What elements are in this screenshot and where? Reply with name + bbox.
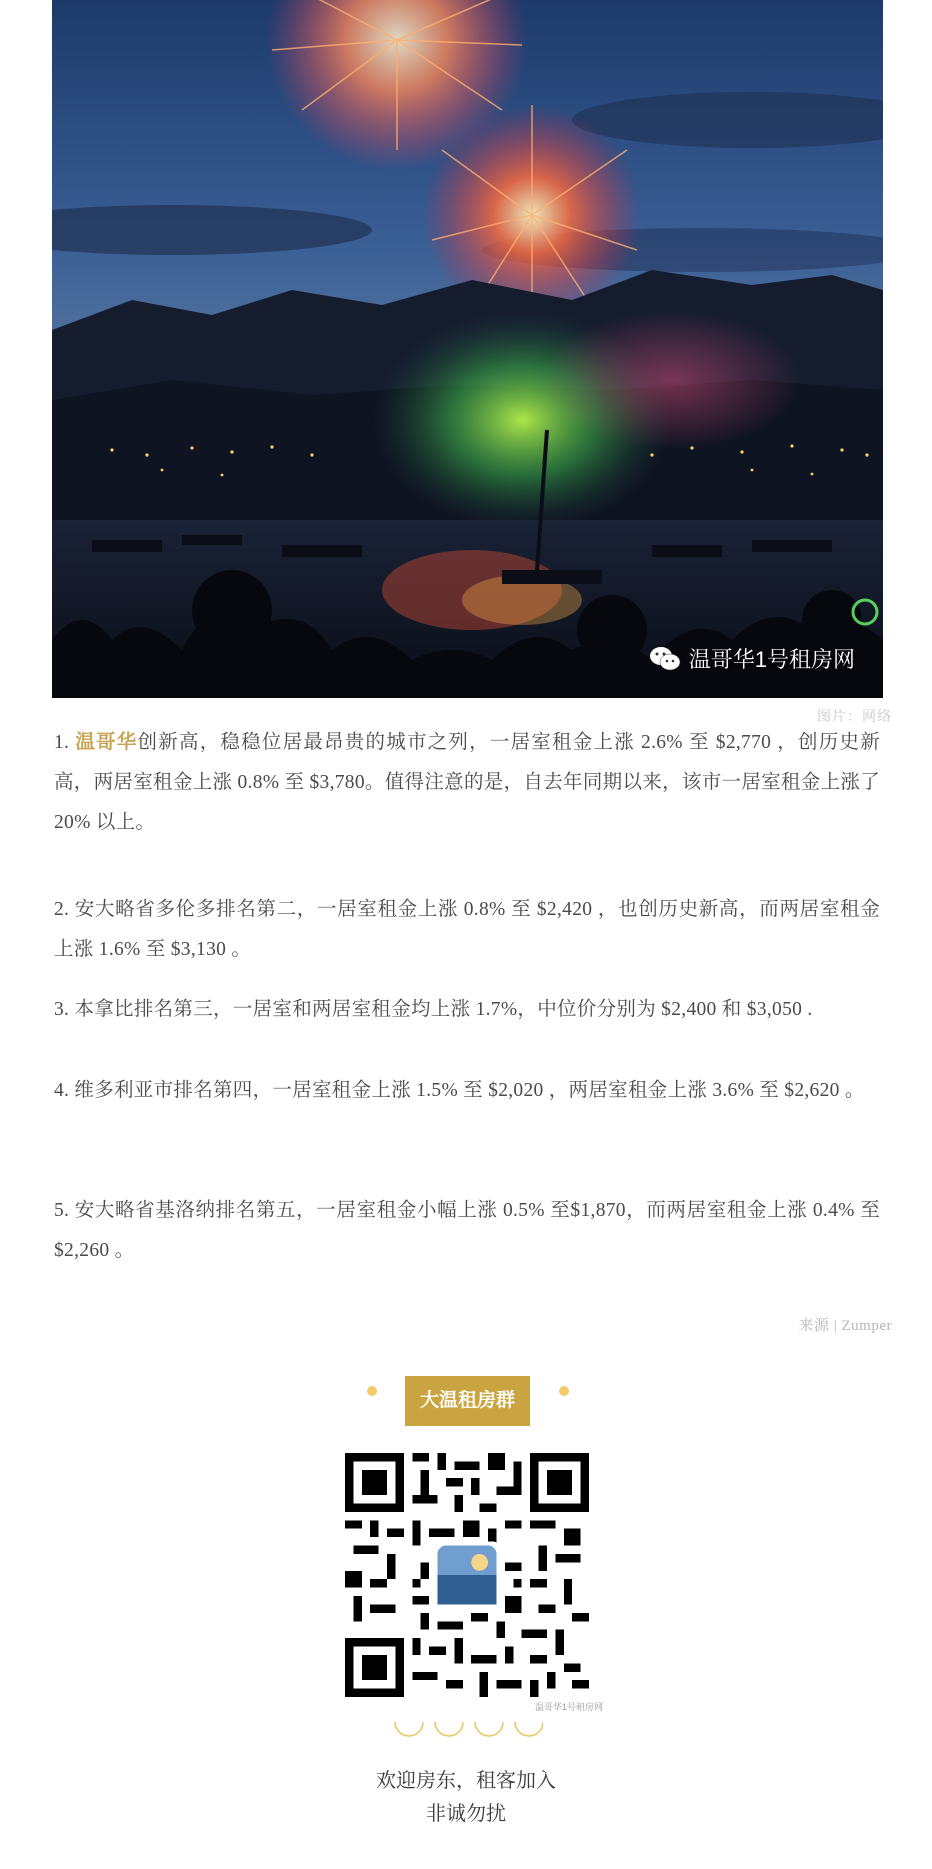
qr-caption: 温哥华1号租房网 xyxy=(535,1702,604,1712)
fireworks-photo xyxy=(52,0,883,698)
highlight-vancouver: 温哥华 xyxy=(75,731,138,753)
paragraph-1-text: 创新高，稳稳位居最昂贵的城市之列，一居室租金上涨 2.6% 至 $2,770 ，创历史新高，两居室租金上涨 0.8% 至 $3,780。值得注意的是，自去年同期以来，该市一居室租金上涨了 20% 以上。 xyxy=(54,732,880,833)
decor-dot-left xyxy=(367,1386,377,1396)
image-caption: 图片：网络 xyxy=(817,708,892,724)
no-spam-text: 非诚勿扰 xyxy=(426,1803,506,1825)
source-credit: 来源 | Zumper xyxy=(798,1318,892,1334)
paragraph-2: 2. 安大略省多伦多排名第二，一居室租金上涨 0.8% 至 $2,420 ，也创历史新高，而两居室租金上涨 1.6% 至 $3,130 。 xyxy=(54,899,880,960)
fireworks-illustration xyxy=(52,0,883,698)
welcome-text: 欢迎房东，租客加入 xyxy=(376,1770,556,1792)
group-badge: 大温租房群 xyxy=(405,1376,530,1426)
decor-circles xyxy=(393,1720,543,1744)
paragraph-3: 3. 本拿比排名第三，一居室和两居室租金均上涨 1.7%，中位价分别为 $2,400 和 $3,050 . xyxy=(54,999,813,1020)
photo-watermark xyxy=(649,643,855,674)
wechat-icon xyxy=(649,646,681,672)
paragraph-4: 4. 维多利亚市排名第四，一居室租金上涨 1.5% 至 $2,020 ，两居室租金上涨 3.6% 至 $2,620 。 xyxy=(54,1080,865,1101)
watermark-text: 温哥华1号租房网 xyxy=(688,647,855,672)
paragraph-5: 5. 安大略省基洛纳排名第五，一居室租金小幅上涨 0.5% 至$1,870，而两居室租金上涨 0.4% 至 $2,260 。 xyxy=(54,1200,880,1261)
paragraph-1-prefix: 1. xyxy=(54,732,76,753)
decor-dot-right xyxy=(559,1386,569,1396)
qr-code[interactable] xyxy=(345,1453,589,1697)
paragraph-1 xyxy=(54,722,880,843)
